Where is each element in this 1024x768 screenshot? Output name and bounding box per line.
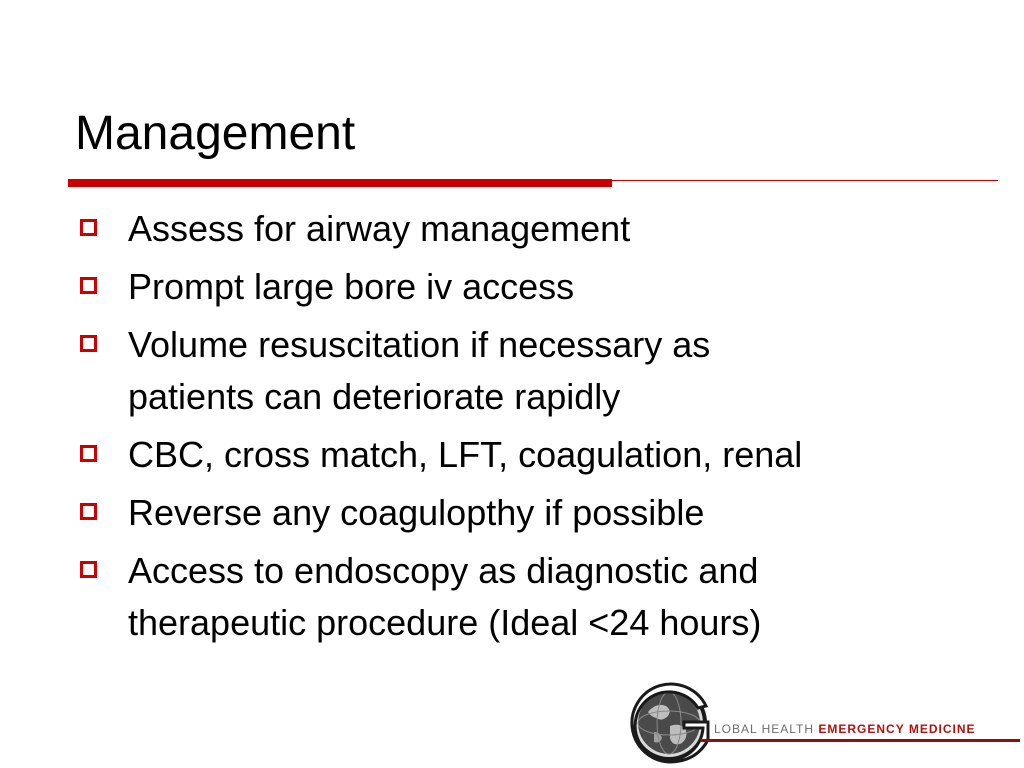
bullet-text: Volume resuscitation if necessary as patients can deteriorate rapidly bbox=[128, 324, 711, 417]
square-bullet-icon bbox=[80, 277, 97, 294]
square-bullet-icon bbox=[80, 445, 97, 462]
bullet-text: Prompt large bore iv access bbox=[128, 266, 575, 307]
bullet-item bbox=[76, 261, 976, 313]
bullet-item bbox=[76, 545, 976, 649]
bullet-text: Reverse any coagulopthy if possible bbox=[128, 492, 705, 533]
bullet-text: Assess for airway management bbox=[128, 208, 631, 249]
square-bullet-icon bbox=[80, 561, 97, 578]
bullet-item bbox=[76, 319, 976, 423]
logo-text-global-health: LOBAL HEALTH bbox=[714, 722, 815, 736]
title-underline-thick bbox=[68, 179, 612, 187]
bullet-item bbox=[76, 429, 976, 481]
logo-text-emergency-medicine: EMERGENCY MEDICINE bbox=[818, 722, 976, 736]
bullet-text: Access to endoscopy as diagnostic and therapeutic procedure (Ideal <24 hours) bbox=[128, 550, 762, 643]
title-underline-thin bbox=[612, 180, 998, 181]
square-bullet-icon bbox=[80, 219, 97, 236]
logo-underline bbox=[700, 739, 1020, 742]
bullet-text: CBC, cross match, LFT, coagulation, renal bbox=[128, 434, 803, 475]
bullet-item bbox=[76, 487, 976, 539]
square-bullet-icon bbox=[80, 335, 97, 352]
logo-text bbox=[714, 722, 976, 736]
bullet-list bbox=[76, 203, 976, 655]
bullet-item bbox=[76, 203, 976, 255]
slide-title: Management bbox=[75, 107, 356, 160]
square-bullet-icon bbox=[80, 503, 97, 520]
